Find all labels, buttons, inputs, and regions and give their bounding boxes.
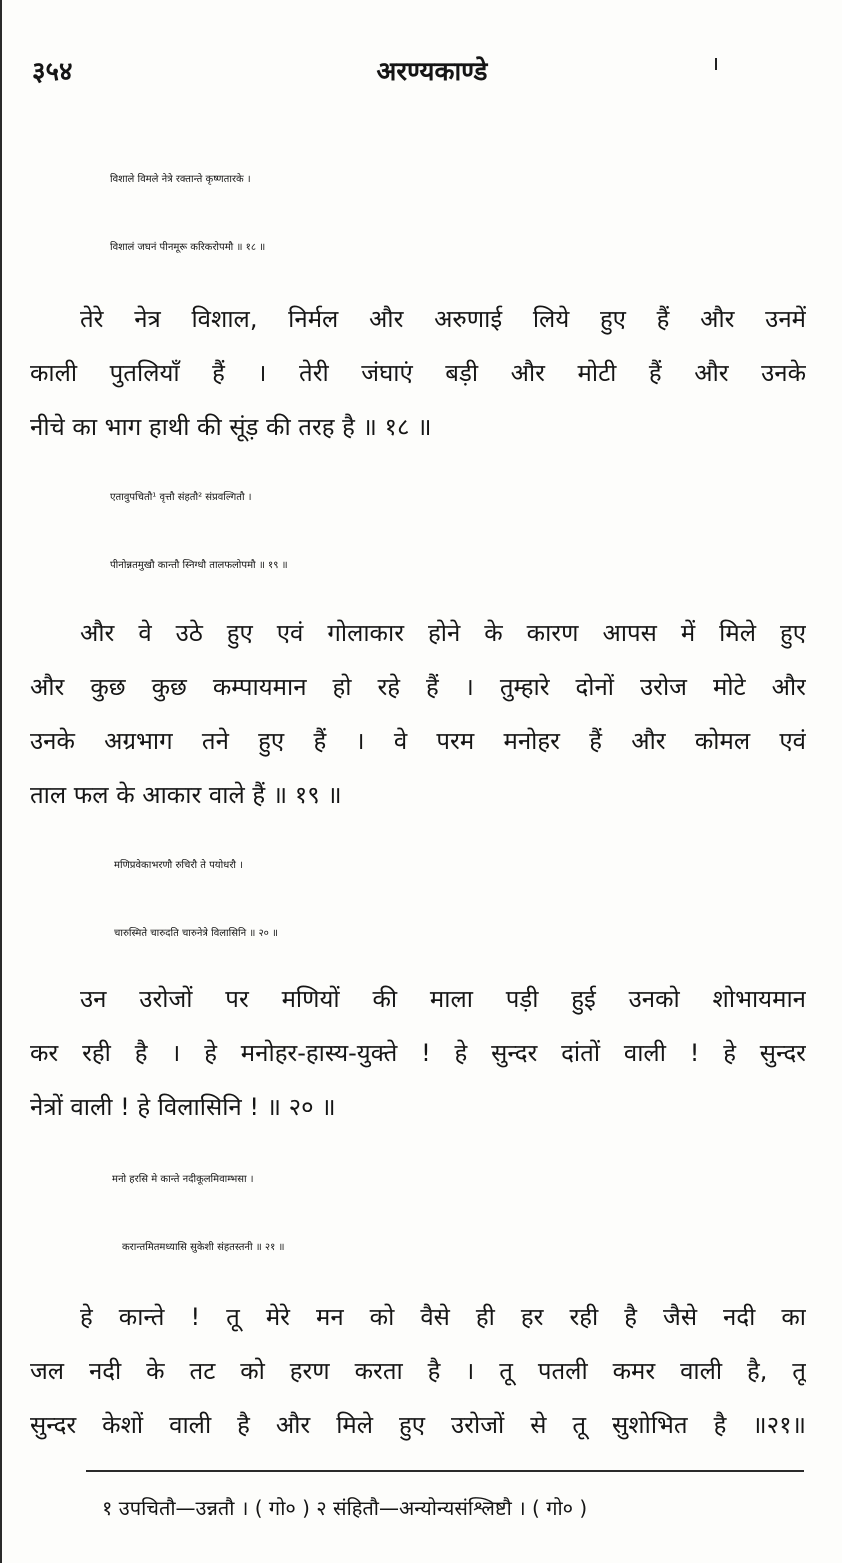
verse-line: मणिप्रवेकाभरणौ रुचिरौ ते पयोधरौ । <box>114 860 243 871</box>
translation-line: कर रही है । हे मनोहर-हास्य-युक्ते ! हे सुन्दर दांतों वाली ! हे सुन्दर <box>30 1039 806 1067</box>
translation-line: और कुछ कुछ कम्पायमान हो रहे हैं । तुम्हारे दोनों उरोज मोटे और <box>30 673 806 701</box>
translation-line: और वे उठे हुए एवं गोलाकार होने के कारण आपस में मिले हुए <box>80 619 806 647</box>
verse-line: पीनोन्नतमुखौ कान्तौ स्निग्धौ तालफलोपमौ ॥ १९ ॥ <box>110 560 288 571</box>
translation-20 <box>30 972 806 1134</box>
footnote: १ उपचितौ—उन्नतौ । ( गो० ) २ संहितौ—अन्योन्यसंश्लिष्टौ । ( गो० ) <box>102 1496 588 1520</box>
verse-18 <box>2 146 842 282</box>
verse-line: विशालं जघनं पीनमूरू करिकरोपमौ ॥ १८ ॥ <box>110 242 266 253</box>
translation-line: तेरे नेत्र विशाल, निर्मल और अरुणाई लिये हुए हैं और उनमें <box>80 305 806 333</box>
verse-21 <box>2 1146 842 1282</box>
verse-line: एतावुपचितौ¹ वृत्तौ संहतौ² संप्रवल्गितौ । <box>110 492 252 503</box>
running-title: अरण्यकाण्डे <box>376 57 488 87</box>
page-number: ३५४ <box>32 57 73 87</box>
print-mark <box>715 58 717 70</box>
translation-line: सुन्दर केशों वाली है और मिले हुए उरोजों से तू सुशोभित है ॥२१॥ <box>30 1411 806 1439</box>
translation-line: ताल फल के आकार वाले हैं ॥ १९ ॥ <box>30 781 342 809</box>
footnote-divider <box>86 1470 804 1472</box>
verse-20 <box>2 832 842 968</box>
translation-line: जल नदी के तट को हरण करता है । तू पतली कमर वाली है, तू <box>30 1357 806 1385</box>
page-header <box>2 52 842 92</box>
translation-line: नेत्रों वाली ! हे विलासिनि ! ॥ २० ॥ <box>30 1093 336 1121</box>
verse-line: मनो हरसि मे कान्ते नदीकूलमिवाम्भसा । <box>112 1174 254 1185</box>
translation-18 <box>30 292 806 454</box>
translation-line: काली पुतलियाँ हैं । तेरी जंघाएं बड़ी और मोटी हैं और उनके <box>30 359 806 387</box>
translation-line: उन उरोजों पर मणियों की माला पड़ी हुई उनको शोभायमान <box>80 985 806 1013</box>
verse-line: विशाले विमले नेत्रे रक्तान्ते कृष्णतारके । <box>110 174 251 185</box>
verse-line: चारुस्मिते चारुदति चारुनेत्रे विलासिनि ॥ २० ॥ <box>114 928 279 939</box>
translation-19 <box>30 606 806 822</box>
verse-19 <box>2 464 842 600</box>
translation-21 <box>30 1290 806 1452</box>
translation-line: उनके अग्रभाग तने हुए हैं । वे परम मनोहर हैं और कोमल एवं <box>30 727 806 755</box>
translation-line: हे कान्ते ! तू मेरे मन को वैसे ही हर रही है जैसे नदी का <box>80 1303 806 1331</box>
translation-line: नीचे का भाग हाथी की सूंड़ की तरह है ॥ १८ ॥ <box>30 413 432 441</box>
verse-line: करान्तमितमध्यासि सुकेशी संहतस्तनी ॥ २१ ॥ <box>122 1242 285 1253</box>
